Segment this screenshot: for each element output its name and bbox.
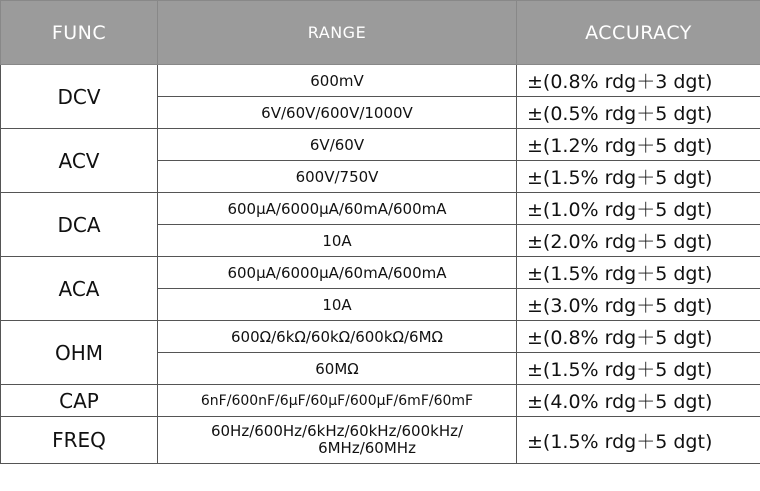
table-row: [1, 385, 760, 417]
table-row: [1, 321, 760, 353]
range-cell: 10A: [158, 289, 517, 321]
func-cell: CAP: [1, 385, 158, 417]
header-range: RANGE: [158, 1, 517, 65]
func-cell: FREQ: [1, 417, 158, 464]
func-cell: DCA: [1, 193, 158, 257]
accuracy-cell: ±(0.5% rdg＋5 dgt): [517, 97, 760, 129]
accuracy-cell: ±(1.5% rdg＋5 dgt): [517, 257, 760, 289]
accuracy-cell: ±(4.0% rdg＋5 dgt): [517, 385, 760, 417]
table-row: [1, 417, 760, 464]
range-cell: 6V/60V/600V/1000V: [158, 97, 517, 129]
range-cell: [158, 417, 517, 464]
range-cell: 60MΩ: [158, 353, 517, 385]
range-cell: 6nF/600nF/6μF/60μF/600μF/6mF/60mF: [158, 385, 517, 417]
accuracy-cell: ±(1.5% rdg＋5 dgt): [517, 417, 760, 464]
range-cell: 10A: [158, 225, 517, 257]
range-cell: 600mV: [158, 65, 517, 97]
accuracy-cell: ±(1.2% rdg＋5 dgt): [517, 129, 760, 161]
range-cell: 600V/750V: [158, 161, 517, 193]
accuracy-cell: ±(0.8% rdg＋5 dgt): [517, 321, 760, 353]
table-row: [1, 257, 760, 289]
header-func: FUNC: [1, 1, 158, 65]
func-cell: DCV: [1, 65, 158, 129]
table-row: [1, 129, 760, 161]
range-line: 6MHz/60MHz: [318, 439, 416, 457]
accuracy-cell: ±(2.0% rdg＋5 dgt): [517, 225, 760, 257]
range-cell: 600μA/6000μA/60mA/600mA: [158, 257, 517, 289]
range-cell: 600μA/6000μA/60mA/600mA: [158, 193, 517, 225]
accuracy-cell: ±(1.5% rdg＋5 dgt): [517, 353, 760, 385]
func-cell: ACV: [1, 129, 158, 193]
accuracy-cell: ±(3.0% rdg＋5 dgt): [517, 289, 760, 321]
func-cell: OHM: [1, 321, 158, 385]
table-row: [1, 193, 760, 225]
header-row: [1, 1, 760, 65]
table-row: [1, 65, 760, 97]
accuracy-cell: ±(1.5% rdg＋5 dgt): [517, 161, 760, 193]
range-cell: 600Ω/6kΩ/60kΩ/600kΩ/6MΩ: [158, 321, 517, 353]
accuracy-cell: ±(0.8% rdg＋3 dgt): [517, 65, 760, 97]
range-cell: 6V/60V: [158, 129, 517, 161]
func-cell: ACA: [1, 257, 158, 321]
accuracy-cell: ±(1.0% rdg＋5 dgt): [517, 193, 760, 225]
header-accuracy: ACCURACY: [517, 1, 760, 65]
range-line: 60Hz/600Hz/6kHz/60kHz/600kHz/: [210, 422, 464, 440]
